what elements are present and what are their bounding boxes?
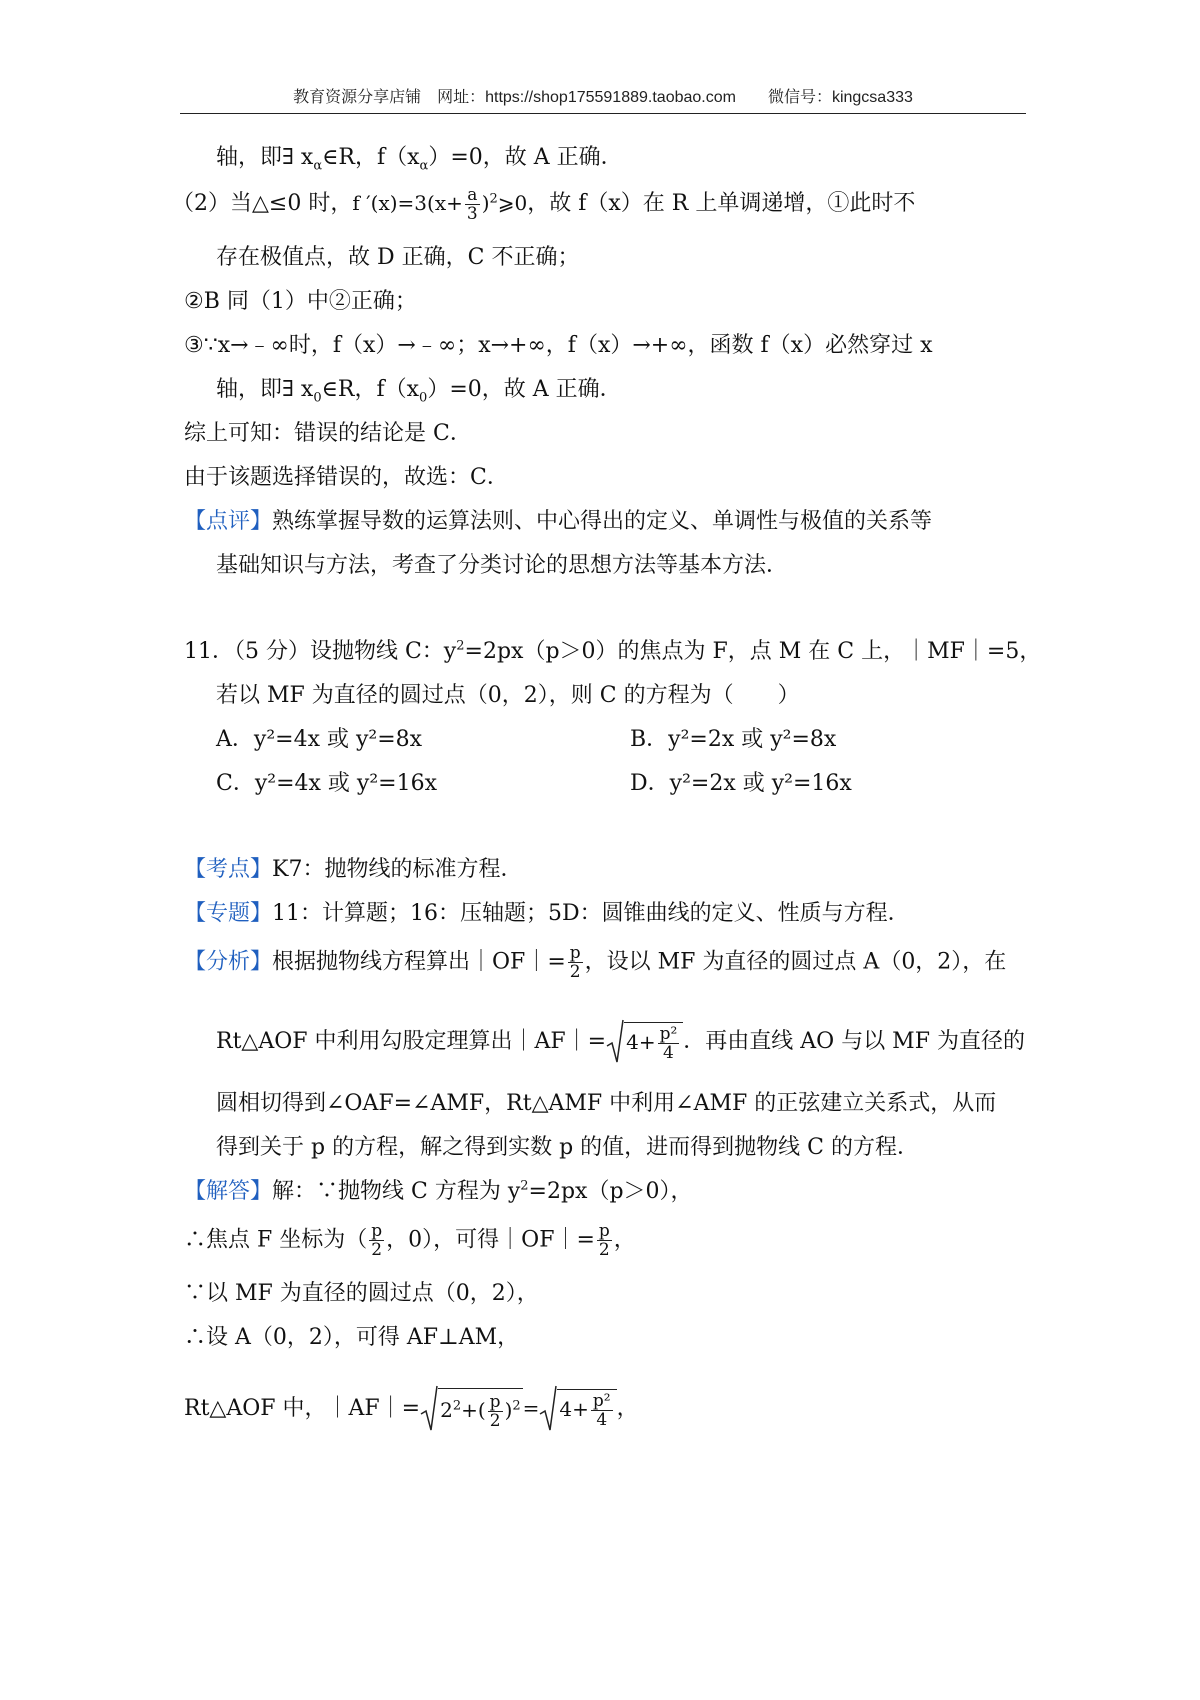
sqrt-expression	[606, 1018, 683, 1066]
subscript: 0	[313, 390, 322, 406]
text-line	[216, 374, 622, 406]
fraction-numerator: a	[465, 186, 480, 205]
text-span: ∈R，f（x	[321, 377, 420, 402]
math-text: 2	[440, 1398, 453, 1422]
text-span: ，设以 MF 为直径的圆过点 A（0，2），在	[584, 949, 1007, 975]
text-span: ，故 f（x）在 R 上单调递增，①此时不	[527, 191, 916, 216]
text-span: =2px（p＞0），	[528, 1179, 693, 1204]
text-span: 轴，即∃ x	[216, 377, 314, 402]
text-line	[216, 1018, 1025, 1066]
text-line: 存在极值点，故 D 正确，C 不正确；	[216, 245, 580, 270]
section-tag-solution: 【解答】	[184, 1179, 273, 1204]
fraction-numerator: p	[371, 1221, 383, 1241]
text-span: K7：抛物线的标准方程．	[272, 857, 523, 882]
fraction-denominator: 2	[371, 1240, 383, 1260]
text-line	[184, 944, 1006, 981]
text-span: ，	[613, 1227, 636, 1253]
superscript: 2	[520, 1178, 529, 1194]
fraction	[658, 1025, 680, 1062]
math-text: ⩾0	[497, 191, 528, 215]
math-text: )	[504, 1398, 513, 1422]
sqrt-expression	[420, 1384, 523, 1434]
sqrt-expression	[539, 1384, 616, 1434]
text-span: 熟练掌握导数的运算法则、中心得出的定义、单调性与极值的关系等	[272, 509, 933, 534]
question-11	[184, 636, 1041, 668]
fraction-denominator: 2	[489, 1411, 501, 1431]
text-line	[172, 186, 915, 223]
subscript: α	[313, 158, 323, 174]
fraction	[369, 1222, 384, 1259]
math-text: 4+	[559, 1397, 589, 1421]
text-line	[184, 1222, 636, 1259]
text-line: 由于该题选择错误的，故选：C．	[184, 465, 509, 490]
text-line: ③∵x→﹣∞时，f（x）→﹣∞；x→+∞，f（x）→+∞，函数 f（x）必然穿过 x	[184, 333, 933, 358]
text-line: 综上可知：错误的结论是 C．	[184, 421, 472, 446]
text-span: 11：计算题；16：压轴题；5D：圆锥曲线的定义、性质与方程．	[272, 901, 910, 926]
text-line: 若以 MF 为直径的圆过点（0，2），则 C 的方程为（ ）	[216, 683, 800, 708]
fraction	[568, 944, 583, 981]
text-line: 圆相切得到∠OAF=∠AMF，Rt△AMF 中利用∠AMF 的正弦建立关系式，从而	[216, 1091, 997, 1116]
text-span: Rt△AOF 中，｜AF｜=	[184, 1396, 421, 1421]
radical-sign	[420, 1384, 438, 1434]
option-d: D．y²=2x 或 y²=16x	[630, 771, 852, 796]
fraction-numerator: p²	[659, 1024, 678, 1044]
text-span: ，0），可得｜OF｜=	[386, 1227, 595, 1253]
text-line: ∵以 MF 为直径的圆过点（0，2），	[184, 1281, 539, 1306]
section-tag-zhuanti: 【专题】	[184, 901, 273, 926]
fraction-denominator: 2	[569, 962, 581, 982]
fraction-denominator: 4	[596, 1410, 608, 1430]
text-span: ）=0，故 A 正确．	[427, 377, 622, 402]
fraction-numerator: p	[569, 943, 581, 963]
text-line	[184, 1384, 639, 1434]
text-span: ，	[616, 1396, 639, 1421]
text-line	[184, 898, 910, 930]
radical-sign	[606, 1018, 624, 1066]
superscript: 2	[452, 1398, 462, 1414]
fraction	[591, 1392, 613, 1429]
option-c: C．y²=4x 或 y²=16x	[216, 771, 437, 796]
text-span: =2px（p＞0）的焦点为 F，点 M 在 C 上，｜MF｜=5，	[464, 639, 1042, 664]
page-header: 教育资源分享店铺 网址：https://shop175591889.taobao.com 微信号：kingcsa333	[180, 84, 1026, 114]
option-b: B．y²=2x 或 y²=8x	[630, 727, 837, 752]
derivative-formula	[352, 185, 528, 224]
text-line	[216, 142, 623, 174]
fraction-denominator: 3	[466, 204, 478, 224]
fraction-numerator: p	[598, 1221, 610, 1241]
text-line: ②B 同（1）中②正确；	[184, 289, 417, 314]
math-text: =	[522, 1396, 540, 1420]
section-tag-review: 【点评】	[184, 509, 273, 534]
text-span: Rt△AOF 中利用勾股定理算出｜AF｜=	[216, 1029, 607, 1054]
text-line: 得到关于 p 的方程，解之得到实数 p 的值，进而得到抛物线 C 的方程．	[216, 1135, 919, 1160]
fraction-denominator: 2	[598, 1240, 610, 1260]
math-text: 4+	[626, 1030, 656, 1054]
math-text: f ′(x)=3(x+	[352, 191, 463, 215]
text-span: ）=0，故 A 正确．	[428, 145, 623, 170]
section-tag-kaodian: 【考点】	[184, 857, 273, 882]
subscript: α	[419, 158, 429, 174]
superscript: 2	[512, 1398, 521, 1414]
option-a: A．y²=4x 或 y²=8x	[216, 727, 423, 752]
text-span: 根据抛物线方程算出｜OF｜=	[272, 949, 566, 975]
math-text: )	[481, 191, 490, 215]
section-tag-analysis: 【分析】	[184, 949, 273, 975]
text-span: ．再由直线 AO 与以 MF 为直径的	[683, 1029, 1025, 1054]
text-line	[184, 506, 932, 538]
text-span: （2）当△≤0 时，	[172, 191, 353, 216]
fraction-denominator: 4	[663, 1043, 674, 1063]
fraction-numerator: p²	[592, 1391, 611, 1411]
text-span: 解：∵抛物线 C 方程为 y	[272, 1179, 521, 1204]
superscript: 2	[456, 638, 465, 654]
fraction	[488, 1393, 503, 1430]
fraction	[465, 186, 480, 223]
text-span: ∈R，f（x	[322, 145, 420, 170]
text-span: 轴，即∃ x	[216, 145, 314, 170]
superscript: 2	[489, 191, 498, 207]
text-line: ∴设 A（0，2），可得 AF⊥AM，	[184, 1325, 520, 1350]
fraction	[597, 1222, 612, 1259]
text-line: 基础知识与方法，考查了分类讨论的思想方法等基本方法．	[216, 553, 789, 578]
text-span: ∴焦点 F 坐标为（	[184, 1227, 368, 1253]
fraction-numerator: p	[489, 1392, 501, 1412]
text-line	[184, 854, 522, 886]
text-span: 11．（5 分）设抛物线 C：y	[184, 639, 457, 664]
subscript: 0	[419, 390, 428, 406]
math-text: +(	[461, 1398, 486, 1422]
text-line	[184, 1176, 693, 1208]
radical-sign	[539, 1384, 557, 1434]
